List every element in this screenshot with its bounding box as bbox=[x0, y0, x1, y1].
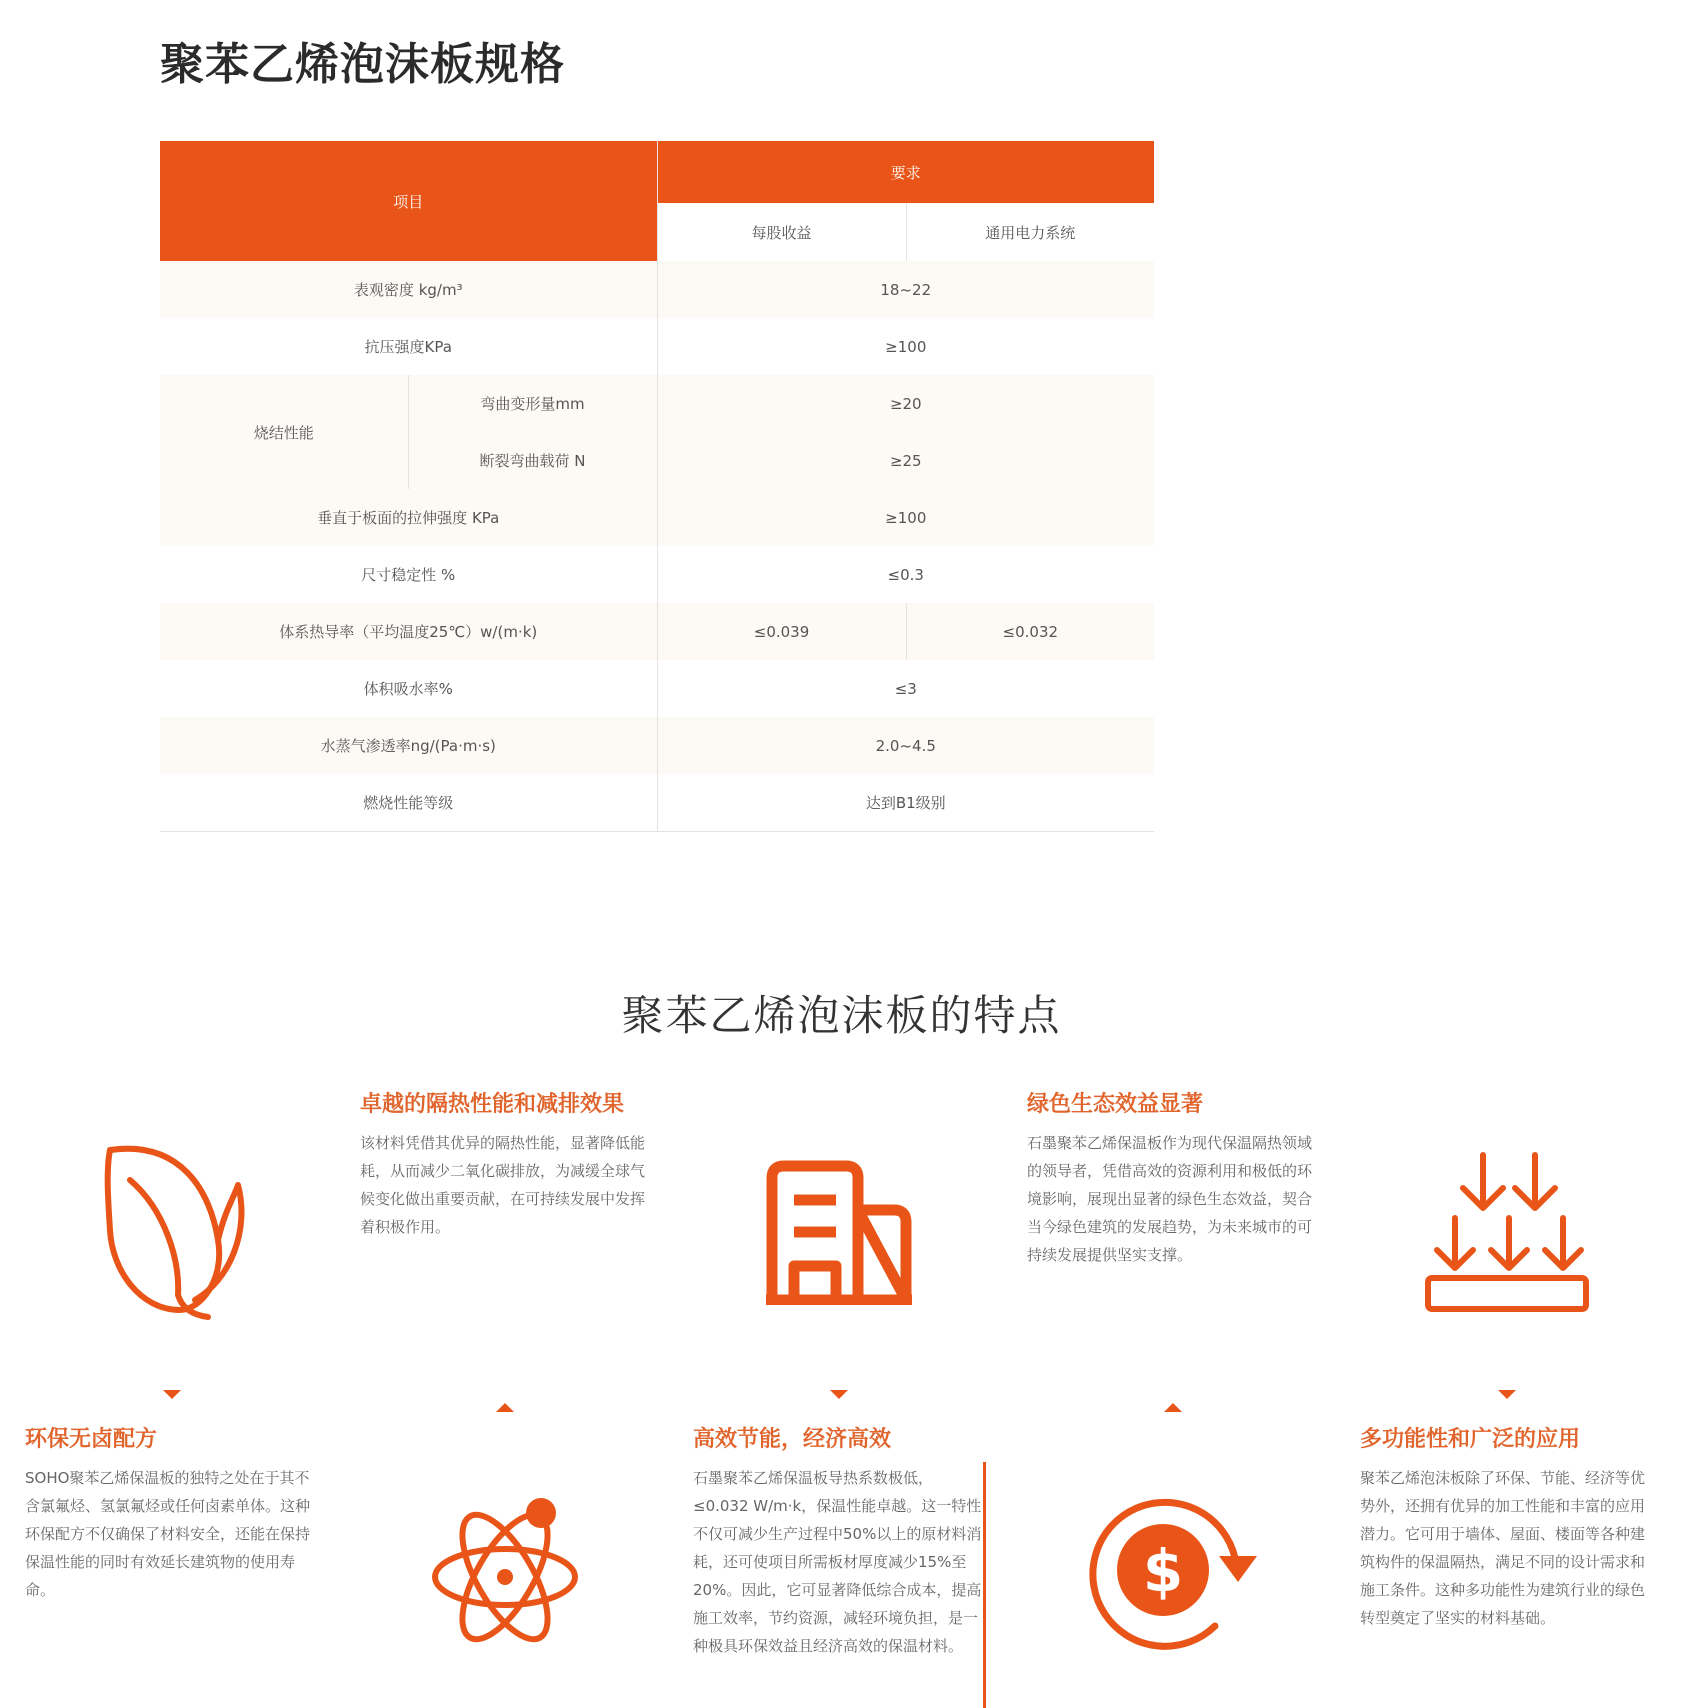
feature-heading: 多功能性和广泛的应用 bbox=[1360, 1427, 1581, 1452]
feature-text: SOHO聚苯乙烯保温板的独特之处在于其不含氯氟烃、氢氯氟烃或任何卤素单体。这种环保配方不仅确保了材料安全，还能在保持保温性能的同时有效延长建筑物的使用寿命。 bbox=[25, 1469, 311, 1599]
pointer-up-triangle bbox=[496, 1403, 514, 1412]
row-value: 2.0~4.5 bbox=[657, 717, 1154, 774]
table-row bbox=[160, 717, 1154, 774]
row-value: ≥20 bbox=[657, 375, 1154, 432]
row-label: 水蒸气渗透率ng/(Pa·m·s) bbox=[160, 717, 657, 774]
row-value: ≥100 bbox=[657, 318, 1154, 375]
row-label: 断裂弯曲载荷 N bbox=[408, 432, 657, 489]
row-value: ≥25 bbox=[657, 432, 1154, 489]
feature-text: 聚苯乙烯泡沫板除了环保、节能、经济等优势外，还拥有优异的加工性能和丰富的应用潜力。它可用于墙体、屋面、楼面等各种建筑构件的保温隔热，满足不同的设计需求和施工条件。这种多功能性为建筑行业的绿色转型奠定了坚实的材料基础。 bbox=[1360, 1469, 1646, 1627]
pointer-down-triangle bbox=[163, 1390, 181, 1399]
header-sub-col1: 每股收益 bbox=[657, 203, 906, 261]
svg-text:$: $ bbox=[1142, 1537, 1184, 1605]
atom-icon bbox=[430, 1495, 590, 1645]
table-row bbox=[160, 489, 1154, 546]
feature-heading: 绿色生态效益显著 bbox=[1027, 1092, 1204, 1117]
header-requirement: 要求 bbox=[657, 141, 1154, 203]
feature-text: 该材料凭借其优异的隔热性能，显著降低能耗，从而减少二氧化碳排放，为减缓全球气候变化做出重要贡献，在可持续发展中发挥着积极作用。 bbox=[360, 1134, 646, 1236]
table-row bbox=[160, 318, 1154, 375]
feature-text: 石墨聚苯乙烯保温板导热系数极低，≤0.032 W/m·k，保温性能卓越。这一特性不仅可减少生产过程中50%以上的原材料消耗，还可使项目所需板材厚度减少15%至20%。因此，它可显著降低综合成本，提高施工效率，节约资源，减轻环境负担，是一种极具环保效益且经济高效的保温材料。 bbox=[693, 1469, 982, 1655]
pointer-down-triangle bbox=[1498, 1390, 1516, 1399]
table-row bbox=[160, 660, 1154, 717]
header-sub-col2: 通用电力系统 bbox=[906, 203, 1154, 261]
row-group-label: 烧结性能 bbox=[160, 375, 408, 489]
table-row bbox=[160, 603, 1154, 660]
row-value: 18~22 bbox=[657, 261, 1154, 318]
row-label: 弯曲变形量mm bbox=[408, 375, 657, 432]
feature-text: 石墨聚苯乙烯保温板作为现代保温隔热领域的领导者，凭借高效的资源利用和极低的环境影响，展现出显著的绿色生态效益，契合当今绿色建筑的发展趋势，为未来城市的可持续发展提供坚实支撑。 bbox=[1027, 1134, 1313, 1264]
table-row bbox=[160, 546, 1154, 603]
row-label: 垂直于板面的拉伸强度 KPa bbox=[160, 489, 657, 546]
header-item: 项目 bbox=[160, 141, 657, 261]
row-label: 燃烧性能等级 bbox=[160, 774, 657, 832]
row-value: ≤0.3 bbox=[657, 546, 1154, 603]
row-label: 表观密度 kg/m³ bbox=[160, 261, 657, 318]
feature-heading: 环保无卤配方 bbox=[25, 1427, 158, 1452]
row-label: 抗压强度KPa bbox=[160, 318, 657, 375]
row-value: ≥100 bbox=[657, 489, 1154, 546]
pointer-down-triangle bbox=[830, 1390, 848, 1399]
row-label: 尺寸稳定性 % bbox=[160, 546, 657, 603]
vertical-divider bbox=[983, 1462, 986, 1708]
table-row bbox=[160, 375, 1154, 432]
row-value: ≤3 bbox=[657, 660, 1154, 717]
table-row bbox=[160, 261, 1154, 318]
building-icon bbox=[766, 1160, 916, 1305]
table-row bbox=[160, 774, 1154, 832]
dollar-cycle-icon bbox=[1085, 1488, 1260, 1653]
row-value: 达到B1级别 bbox=[657, 774, 1154, 832]
row-label: 体系热导率（平均温度25℃）w/(m·k) bbox=[160, 603, 657, 660]
spec-table bbox=[160, 141, 1154, 832]
row-value-1: ≤0.039 bbox=[657, 603, 906, 660]
arrows-down-icon bbox=[1425, 1150, 1590, 1315]
feature-heading: 卓越的隔热性能和减排效果 bbox=[360, 1092, 625, 1117]
features-title: 聚苯乙烯泡沫板的特点 bbox=[621, 991, 1062, 1040]
leaf-icon bbox=[100, 1140, 250, 1320]
row-value-2: ≤0.032 bbox=[906, 603, 1154, 660]
feature-heading: 高效节能，经济高效 bbox=[693, 1427, 892, 1452]
pointer-up-triangle bbox=[1164, 1403, 1182, 1412]
spec-title: 聚苯乙烯泡沫板规格 bbox=[160, 39, 565, 90]
row-label: 体积吸水率% bbox=[160, 660, 657, 717]
